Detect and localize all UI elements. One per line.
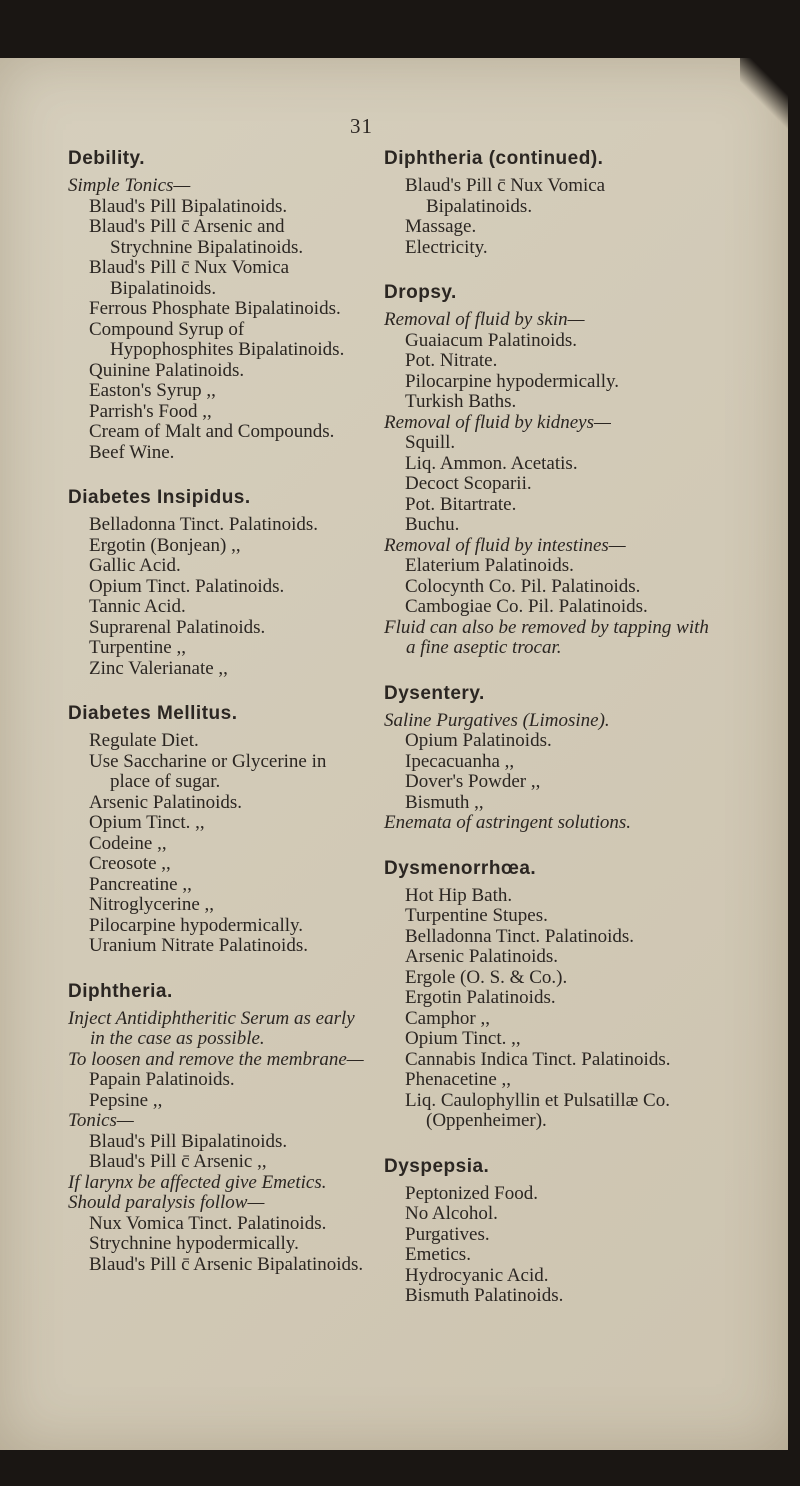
remedy-entry: Guaiacum Palatinoids. [405, 329, 578, 351]
remedy-entry: Bismuth ,, [405, 791, 484, 813]
remedy-entry: Blaud's Pill Bipalatinoids. [89, 195, 288, 217]
section [68, 148, 368, 463]
remedy-entry: Pepsine ,, [89, 1089, 163, 1111]
remedy-entry: Opium Palatinoids. [405, 730, 552, 751]
section [68, 487, 368, 679]
remedy-entry: Blaud's Pill c̄ Arsenic ,, [89, 1151, 267, 1172]
remedy-entry: Parrish's Food ,, [89, 400, 212, 422]
remedy-entry: Compound Syrup of Hypophosphites Bipalatinoids. [89, 318, 345, 360]
remedy-entry: Pilocarpine hypodermically. [405, 370, 620, 392]
remedy-entry: Cannabis Indica Tinct. Palatinoids. [405, 1048, 671, 1070]
remedy-entry: Electricity. [405, 236, 488, 258]
section [68, 703, 368, 957]
remedy-entry: Cambogiae Co. Pil. Palatinoids. [405, 596, 648, 617]
remedy-entry: Belladonna Tinct. Palatinoids. [405, 925, 635, 947]
remedy-entry: Ergotin (Bonjean) ,, [89, 534, 241, 556]
remedy-entry: Belladonna Tinct. Palatinoids. [89, 514, 319, 535]
remedy-entry: Creosote ,, [89, 853, 171, 874]
page-number: 31 [350, 114, 373, 138]
remedy-entry: Camphor ,, [405, 1007, 490, 1029]
remedy-entry: Elaterium Palatinoids. [405, 555, 574, 576]
subheading-entry: Inject Antidiphtheritic Serum as early in the case as possible. [68, 1007, 355, 1049]
remedy-entry: Arsenic Palatinoids. [89, 791, 243, 813]
remedy-entry: Turpentine Stupes. [405, 905, 548, 926]
remedy-entry: Zinc Valerianate ,, [89, 657, 228, 679]
subheading-entry: Tonics— [68, 1110, 134, 1131]
subheading-entry: Removal of fluid by skin— [384, 309, 585, 330]
remedy-entry: Blaud's Pill Bipalatinoids. [89, 1130, 288, 1152]
subheading-entry: Should paralysis follow— [68, 1192, 265, 1213]
remedy-entry: Liq. Caulophyllin et Pulsatillæ Co. (Oppenheimer). [405, 1089, 670, 1131]
remedy-entry: Decoct Scoparii. [405, 473, 532, 494]
remedy-entry: Blaud's Pill c̄ Arsenic Bipalatinoids. [89, 1253, 364, 1275]
remedy-entry: Hydrocyanic Acid. [405, 1264, 549, 1286]
remedy-entry: Easton's Syrup ,, [89, 380, 216, 401]
remedy-entry: Blaud's Pill c̄ Nux Vomica Bipalatinoids. [89, 257, 290, 299]
remedy-entry: Blaud's Pill c̄ Arsenic and Strychnine Bipalatinoids. [89, 216, 304, 258]
remedy-entry: Ergotin Palatinoids. [405, 987, 556, 1008]
left-column [68, 148, 368, 1299]
remedy-entry: Colocynth Co. Pil. Palatinoids. [405, 575, 641, 597]
section [384, 282, 714, 659]
remedy-entry: Quinine Palatinoids. [89, 359, 245, 381]
remedy-entry: Opium Tinct. Palatinoids. [89, 575, 285, 597]
remedy-entry: Cream of Malt and Compounds. [89, 421, 335, 442]
section-heading: Diabetes Mellitus. [68, 703, 238, 724]
right-column [384, 148, 714, 1331]
remedy-entry: Dover's Powder ,, [405, 771, 541, 792]
section-heading: Diphtheria (continued). [384, 148, 604, 169]
section-heading: Dyspepsia. [384, 1155, 490, 1177]
subheading-entry: Removal of fluid by kidneys— [384, 411, 611, 433]
subheading-entry: Removal of fluid by intestines— [384, 534, 626, 556]
subheading-entry: Fluid can also be removed by tapping with a fine aseptic trocar. [384, 616, 709, 658]
remedy-entry: Ergole (O. S. & Co.). [405, 966, 568, 988]
section [384, 1156, 714, 1307]
remedy-entry: Hot Hip Bath. [405, 884, 513, 906]
book-page [0, 58, 788, 1450]
remedy-entry: Buchu. [405, 514, 460, 535]
remedy-entry: Nux Vomica Tinct. Palatinoids. [89, 1212, 327, 1234]
remedy-entry: Purgatives. [405, 1223, 490, 1245]
remedy-entry: Ipecacuanha ,, [405, 750, 515, 772]
section [68, 981, 368, 1276]
subheading-entry: Enemata of astringent solutions. [384, 812, 631, 833]
remedy-entry: Tannic Acid. [89, 596, 186, 617]
remedy-entry: Uranium Nitrate Palatinoids. [89, 935, 308, 956]
remedy-entry: Blaud's Pill c̄ Nux Vomica Bipalatinoids. [405, 175, 606, 217]
remedy-entry: Opium Tinct. ,, [405, 1028, 521, 1049]
remedy-entry: Gallic Acid. [89, 555, 181, 576]
remedy-entry: Regulate Diet. [89, 730, 199, 751]
remedy-entry: Liq. Ammon. Acetatis. [405, 452, 578, 474]
remedy-entry: Opium Tinct. ,, [89, 812, 205, 833]
page-corner-shadow [740, 58, 800, 138]
section-heading: Dropsy. [384, 282, 457, 303]
remedy-entry: Pot. Bitartrate. [405, 493, 517, 515]
section-heading: Diphtheria. [68, 980, 173, 1002]
remedy-entry: Suprarenal Palatinoids. [89, 616, 266, 638]
remedy-entry: Strychnine hypodermically. [89, 1233, 299, 1254]
remedy-entry: Codeine ,, [89, 832, 167, 854]
remedy-entry: Papain Palatinoids. [89, 1069, 235, 1090]
section [384, 858, 714, 1132]
remedy-entry: Arsenic Palatinoids. [405, 946, 559, 967]
section-heading: Diabetes Insipidus. [68, 487, 251, 508]
remedy-entry: Turpentine ,, [89, 637, 186, 658]
remedy-entry: Bismuth Palatinoids. [405, 1285, 564, 1306]
section-heading: Debility. [68, 148, 145, 169]
subheading-entry: If larynx be affected give Emetics. [68, 1171, 327, 1193]
remedy-entry: Massage. [405, 216, 477, 237]
section [384, 148, 714, 258]
remedy-entry: No Alcohol. [405, 1203, 498, 1224]
remedy-entry: Phenacetine ,, [405, 1069, 512, 1090]
subheading-entry: Simple Tonics— [68, 175, 191, 196]
remedy-entry: Squill. [405, 432, 456, 453]
remedy-entry: Pot. Nitrate. [405, 350, 498, 371]
remedy-entry: Pilocarpine hypodermically. [89, 914, 304, 936]
remedy-entry: Turkish Baths. [405, 391, 517, 412]
subheading-entry: To loosen and remove the membrane— [68, 1048, 364, 1070]
remedy-entry: Pancreatine ,, [89, 873, 192, 895]
subheading-entry: Saline Purgatives (Limosine). [384, 709, 610, 731]
section-heading: Dysentery. [384, 682, 485, 704]
remedy-entry: Beef Wine. [89, 441, 175, 463]
remedy-entry: Ferrous Phosphate Bipalatinoids. [89, 298, 341, 319]
remedy-entry: Nitroglycerine ,, [89, 894, 215, 915]
section [384, 683, 714, 834]
remedy-entry: Peptonized Food. [405, 1182, 538, 1204]
remedy-entry: Emetics. [405, 1244, 471, 1265]
remedy-entry: Use Saccharine or Glycerine in place of sugar. [89, 750, 327, 792]
section-heading: Dysmenorrhœa. [384, 857, 537, 879]
